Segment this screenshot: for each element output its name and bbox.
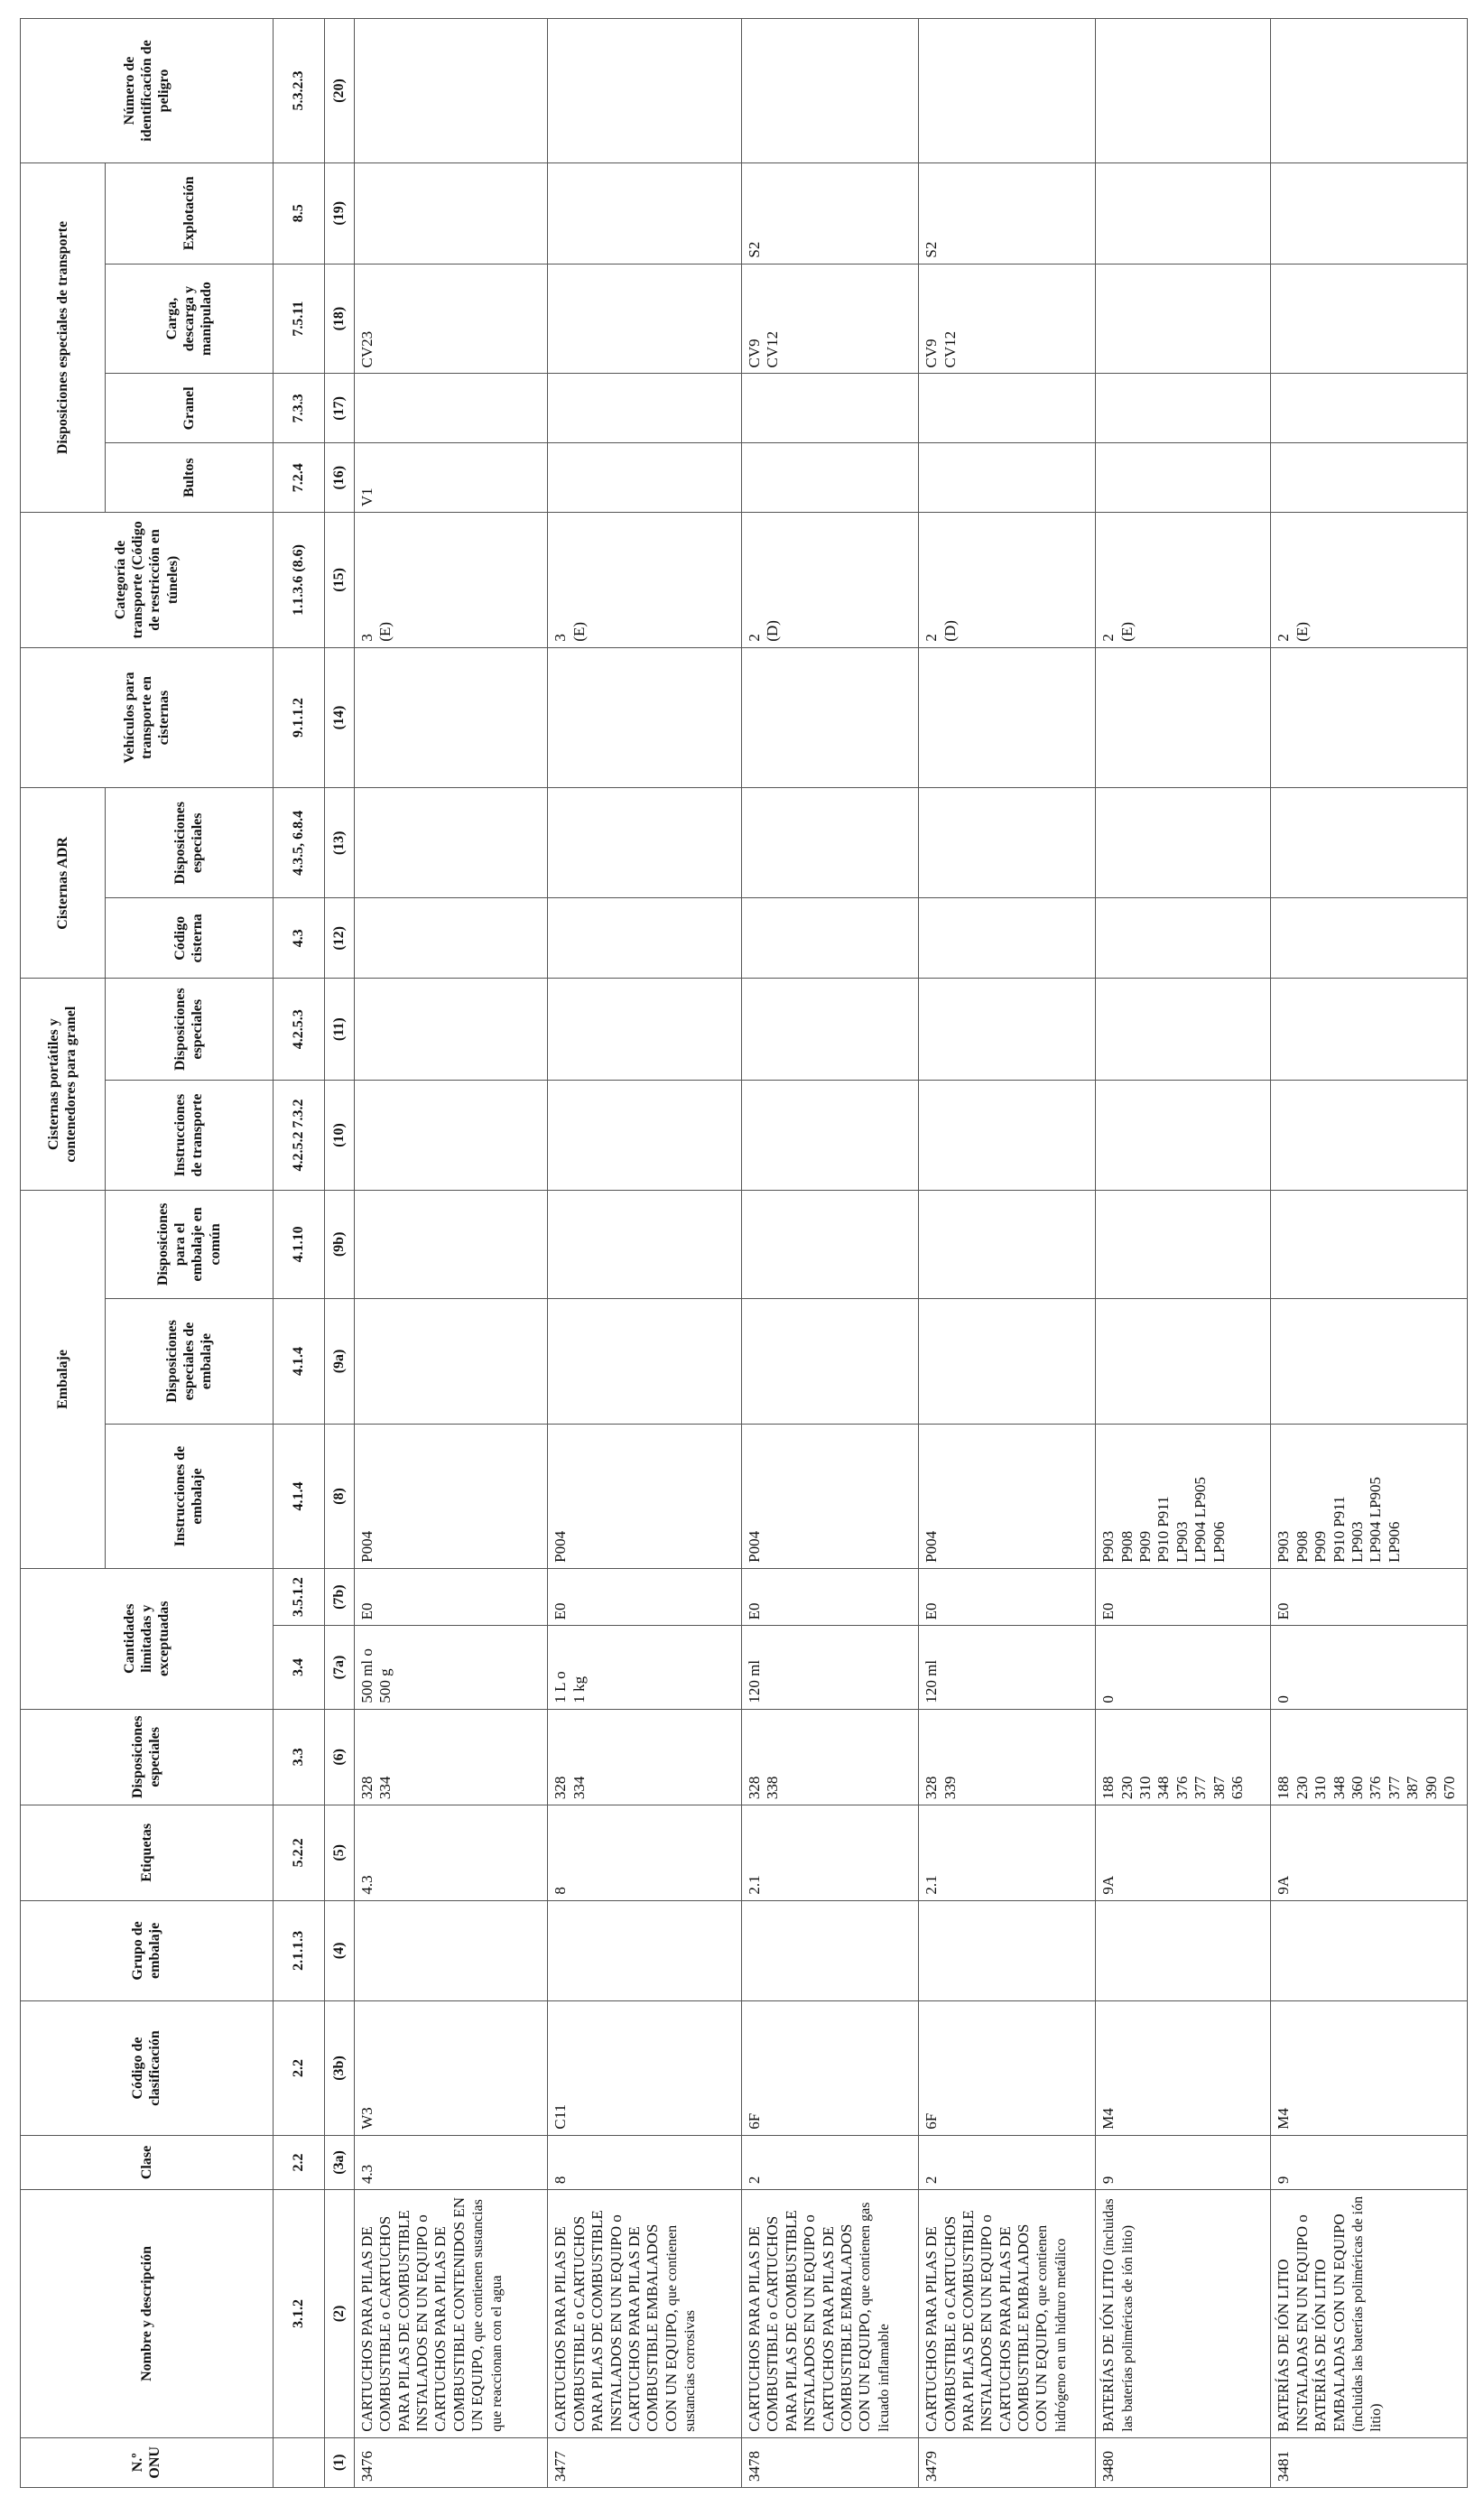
proper-shipping-name: CARTUCHOS PARA PILAS DE COMBUSTIBLE o CARTUCHOS PARA PILAS DE COMBUSTIBLE INSTALADOS EN UN EQUIPO o CARTUCHOS PARA PILAS DE COMBUSTIBLE CONTENIDOS EN UN EQUIPO,	[357, 2196, 487, 2432]
special-provisions-cell: 328 338	[741, 1709, 918, 1805]
special-packing-provisions-cell	[354, 1298, 548, 1424]
header-group-adr-tanks: Cisternas ADR	[21, 788, 106, 979]
ref-cell: 7.3.3	[273, 374, 324, 443]
classification-code-cell: 6F	[741, 2001, 918, 2136]
dangerous-goods-table	[20, 18, 1468, 2488]
un-number-cell: 3478	[741, 2437, 918, 2487]
limited-quantity-cell: 0	[1271, 1626, 1468, 1709]
excepted-quantity-cell: E0	[741, 1568, 918, 1626]
packages-cell: V1	[354, 443, 548, 513]
bulk-cell	[919, 374, 1096, 443]
portable-tank-provisions-cell	[354, 979, 548, 1081]
rotated-table-wrapper	[20, 18, 1468, 2488]
portable-tank-provisions-cell	[548, 979, 742, 1081]
ref-cell: 3.3	[273, 1709, 324, 1805]
special-provisions-cell: 328 339	[919, 1709, 1096, 1805]
header-transport-instructions: Instrucciones de transporte	[105, 1081, 273, 1191]
loading-cell: CV9 CV12	[741, 264, 918, 374]
col-number-cell: (6)	[325, 1709, 355, 1805]
col-number-cell: (20)	[325, 19, 355, 163]
un-number-cell: 3477	[548, 2437, 742, 2487]
tank-vehicle-cell	[354, 647, 548, 788]
transport-instructions-cell	[354, 1081, 548, 1191]
tank-vehicle-cell	[919, 647, 1096, 788]
header-group-transport-provisions: Disposiciones especiales de transporte	[21, 162, 106, 512]
col-number-cell: (3a)	[325, 2135, 355, 2189]
operation-cell: S2	[741, 162, 918, 264]
mixed-packing-cell	[919, 1190, 1096, 1298]
loading-cell	[548, 264, 742, 374]
bulk-cell	[1096, 374, 1271, 443]
transport-category-cell: 2 (D)	[741, 513, 918, 648]
header-tank-code: Código cisterna	[105, 898, 273, 979]
limited-quantity-cell: 500 ml o 500 g	[354, 1626, 548, 1709]
classification-code-cell: W3	[354, 2001, 548, 2136]
class-cell: 9	[1271, 2135, 1468, 2189]
special-provisions-cell: 188 230 310 348 376 377 387 636	[1096, 1709, 1271, 1805]
transport-instructions-cell	[548, 1081, 742, 1191]
limited-quantity-cell: 120 ml	[919, 1626, 1096, 1709]
class-cell: 4.3	[354, 2135, 548, 2189]
col-number-cell: (11)	[325, 979, 355, 1081]
bulk-cell	[354, 374, 548, 443]
mixed-packing-cell	[354, 1190, 548, 1298]
special-packing-provisions-cell	[919, 1298, 1096, 1424]
tank-code-cell	[548, 898, 742, 979]
transport-instructions-cell	[1096, 1081, 1271, 1191]
packing-group-cell	[919, 1900, 1096, 2001]
ref-cell: 5.2.2	[273, 1805, 324, 1901]
labels-cell: 2.1	[741, 1805, 918, 1901]
ref-cell: 4.2.5.3	[273, 979, 324, 1081]
mixed-packing-cell	[741, 1190, 918, 1298]
class-cell: 8	[548, 2135, 742, 2189]
col-number-cell: (18)	[325, 264, 355, 374]
col-number-cell: (14)	[325, 647, 355, 788]
tank-special-provisions-cell	[1096, 788, 1271, 898]
col-number-cell: (7b)	[325, 1568, 355, 1626]
header-class: Clase	[21, 2135, 274, 2189]
ref-cell: 4.1.4	[273, 1298, 324, 1424]
header-operation: Explotación	[105, 162, 273, 264]
proper-shipping-name: CARTUCHOS PARA PILAS DE COMBUSTIBLE o CARTUCHOS PARA PILAS DE COMBUSTIBLE INSTALADOS EN UN EQUIPO o CARTUCHOS PARA PILAS DE COMBUSTIBLE EMBALADOS CON UN EQUIPO,	[923, 2210, 1051, 2432]
table-row	[548, 19, 742, 2488]
hazard-id-cell	[919, 19, 1096, 163]
special-packing-provisions-cell	[548, 1298, 742, 1424]
name-qualifier: (incluidas las baterías poliméricas de ión litio)	[1350, 2195, 1385, 2432]
hazard-id-cell	[1096, 19, 1271, 163]
excepted-quantity-cell: E0	[548, 1568, 742, 1626]
ref-cell: 8.5	[273, 162, 324, 264]
tank-code-cell	[354, 898, 548, 979]
packing-instructions-cell: P004	[548, 1425, 742, 1569]
classification-code-cell: 6F	[919, 2001, 1096, 2136]
class-cell: 9	[1096, 2135, 1271, 2189]
name-qualifier: que contienen sustancias corrosivas	[663, 2224, 699, 2432]
packing-instructions-cell: P004	[919, 1425, 1096, 1569]
limited-quantity-cell: 0	[1096, 1626, 1271, 1709]
name-description-cell	[741, 2190, 918, 2438]
ref-cell: 2.1.1.3	[273, 1900, 324, 2001]
operation-cell	[1096, 162, 1271, 264]
ref-cell: 3.4	[273, 1626, 324, 1709]
packages-cell	[741, 443, 918, 513]
ref-cell	[273, 2437, 324, 2487]
excepted-quantity-cell: E0	[919, 1568, 1096, 1626]
excepted-quantity-cell: E0	[354, 1568, 548, 1626]
labels-cell: 9A	[1271, 1805, 1468, 1901]
transport-category-cell: 2 (D)	[919, 513, 1096, 648]
portable-tank-provisions-cell	[1096, 979, 1271, 1081]
transport-instructions-cell	[1271, 1081, 1468, 1191]
proper-shipping-name: CARTUCHOS PARA PILAS DE COMBUSTIBLE o CARTUCHOS PARA PILAS DE COMBUSTIBLE INSTALADOS EN UN EQUIPO o CARTUCHOS PARA PILAS DE COMBUSTIBLE EMBALADOS CON UN EQUIPO,	[745, 2210, 874, 2432]
col-number-cell: (13)	[325, 788, 355, 898]
bulk-cell	[741, 374, 918, 443]
col-number-cell: (2)	[325, 2190, 355, 2438]
header-packing-instructions: Instrucciones de embalaje	[105, 1425, 273, 1569]
transport-instructions-cell	[919, 1081, 1096, 1191]
ref-cell: 4.2.5.2 7.3.2	[273, 1081, 324, 1191]
header-special-packing-provisions: Disposiciones especiales de embalaje	[105, 1298, 273, 1424]
packing-group-cell	[548, 1900, 742, 2001]
tank-special-provisions-cell	[1271, 788, 1468, 898]
packing-instructions-cell: P004	[741, 1425, 918, 1569]
col-number-cell: (7a)	[325, 1626, 355, 1709]
table-row	[1096, 19, 1271, 2488]
class-cell: 2	[919, 2135, 1096, 2189]
ref-cell: 3.1.2	[273, 2190, 324, 2438]
packages-cell	[1096, 443, 1271, 513]
tank-vehicle-cell	[1271, 647, 1468, 788]
proper-shipping-name: CARTUCHOS PARA PILAS DE COMBUSTIBLE o CARTUCHOS PARA PILAS DE COMBUSTIBLE INSTALADOS EN UN EQUIPO o CARTUCHOS PARA PILAS DE COMBUSTIBLE EMBALADOS CON UN EQUIPO,	[552, 2210, 680, 2432]
loading-cell	[1271, 264, 1468, 374]
header-labels: Etiquetas	[21, 1805, 274, 1901]
transport-category-cell: 3 (E)	[354, 513, 548, 648]
tank-code-cell	[1096, 898, 1271, 979]
packing-group-cell	[1096, 1900, 1271, 2001]
table-row	[354, 19, 548, 2488]
col-number-cell: (5)	[325, 1805, 355, 1901]
excepted-quantity-cell: E0	[1271, 1568, 1468, 1626]
classification-code-cell: C11	[548, 2001, 742, 2136]
header-portable-tank-special-provisions: Disposiciones especiales	[105, 979, 273, 1081]
proper-shipping-name: BATERÍAS DE IÓN LITIO	[1099, 2259, 1118, 2432]
header-mixed-packing-provisions: Disposiciones para el embalaje en común	[105, 1190, 273, 1298]
class-cell: 2	[741, 2135, 918, 2189]
col-number-cell: (9a)	[325, 1298, 355, 1424]
header-tank-special-provisions: Disposiciones especiales	[105, 788, 273, 898]
special-packing-provisions-cell	[741, 1298, 918, 1424]
labels-cell: 8	[548, 1805, 742, 1901]
packing-group-cell	[1271, 1900, 1468, 2001]
tank-code-cell	[1271, 898, 1468, 979]
limited-quantity-cell: 120 ml	[741, 1626, 918, 1709]
col-number-cell: (9b)	[325, 1190, 355, 1298]
header-group-portable-tanks: Cisternas portátiles y contenedores para granel	[21, 979, 106, 1191]
tank-code-cell	[741, 898, 918, 979]
col-number-cell: (19)	[325, 162, 355, 264]
limited-quantity-cell: 1 L o 1 kg	[548, 1626, 742, 1709]
name-description-cell	[1271, 2190, 1468, 2438]
labels-cell: 2.1	[919, 1805, 1096, 1901]
ref-cell: 4.1.10	[273, 1190, 324, 1298]
tank-special-provisions-cell	[548, 788, 742, 898]
header-packing-group: Grupo de embalaje	[21, 1900, 274, 2001]
reference-row	[273, 19, 324, 2488]
ref-cell: 1.1.3.6 (8.6)	[273, 513, 324, 648]
name-qualifier: (incluidas las baterías poliméricas de ión litio)	[1101, 2198, 1136, 2432]
portable-tank-provisions-cell	[741, 979, 918, 1081]
tank-special-provisions-cell	[354, 788, 548, 898]
packages-cell	[1271, 443, 1468, 513]
transport-category-cell: 2 (E)	[1096, 513, 1271, 648]
col-number-cell: (12)	[325, 898, 355, 979]
col-number-cell: (4)	[325, 1900, 355, 2001]
hazard-id-cell	[548, 19, 742, 163]
ref-cell: 3.5.1.2	[273, 1568, 324, 1626]
classification-code-cell: M4	[1096, 2001, 1271, 2136]
bulk-cell	[548, 374, 742, 443]
packing-instructions-cell: P903 P908 P909 P910 P911 LP903 LP904 LP905 LP906	[1096, 1425, 1271, 1569]
mixed-packing-cell	[1096, 1190, 1271, 1298]
packages-cell	[919, 443, 1096, 513]
name-description-cell	[548, 2190, 742, 2438]
ref-cell: 9.1.1.2	[273, 647, 324, 788]
header-un-number: N.º ONU	[21, 2437, 274, 2487]
packing-instructions-cell: P903 P908 P909 P910 P911 LP903 LP904 LP905 LP906	[1271, 1425, 1468, 1569]
un-number-cell: 3476	[354, 2437, 548, 2487]
special-provisions-cell: 188 230 310 348 360 376 377 387 390 670	[1271, 1709, 1468, 1805]
name-qualifier: que contienen gas licuado inflamable	[858, 2202, 892, 2432]
packing-group-cell	[354, 1900, 548, 2001]
classification-code-cell: M4	[1271, 2001, 1468, 2136]
header-hazard-id-number: Número de identificación de peligro	[21, 19, 274, 163]
operation-cell: S2	[919, 162, 1096, 264]
col-number-cell: (15)	[325, 513, 355, 648]
ref-cell: 7.2.4	[273, 443, 324, 513]
name-qualifier: que contienen hidrógeno en un hidruro metálico	[1034, 2224, 1069, 2432]
un-number-cell: 3480	[1096, 2437, 1271, 2487]
header-transport-category: Categoría de transporte (Código de restricción en túneles)	[21, 513, 274, 648]
col-number-cell: (1)	[325, 2437, 355, 2487]
ref-cell: 7.5.11	[273, 264, 324, 374]
special-provisions-cell: 328 334	[548, 1709, 742, 1805]
un-number-cell: 3481	[1271, 2437, 1468, 2487]
un-number-cell: 3479	[919, 2437, 1096, 2487]
tank-special-provisions-cell	[741, 788, 918, 898]
packing-instructions-cell: P004	[354, 1425, 548, 1569]
bulk-cell	[1271, 374, 1468, 443]
ref-cell: 4.3.5, 6.8.4	[273, 788, 324, 898]
labels-cell: 4.3	[354, 1805, 548, 1901]
tank-special-provisions-cell	[919, 788, 1096, 898]
ref-cell: 5.3.2.3	[273, 19, 324, 163]
mixed-packing-cell	[1271, 1190, 1468, 1298]
portable-tank-provisions-cell	[919, 979, 1096, 1081]
name-qualifier: que contienen sustancias que reaccionan con el agua	[470, 2199, 505, 2432]
operation-cell	[548, 162, 742, 264]
header-packages: Bultos	[105, 443, 273, 513]
ref-cell: 4.1.4	[273, 1425, 324, 1569]
name-description-cell	[919, 2190, 1096, 2438]
header-limited-excepted-quantities: Cantidades limitadas y exceptuadas	[21, 1568, 274, 1709]
header-group-packaging: Embalaje	[21, 1190, 106, 1568]
hazard-id-cell	[1271, 19, 1468, 163]
header-classification-code: Código de clasificación	[21, 2001, 274, 2136]
header-loading-unloading: Carga, descarga y manipulado	[105, 264, 273, 374]
excepted-quantity-cell: E0	[1096, 1568, 1271, 1626]
table-row	[919, 19, 1096, 2488]
table-row	[1271, 19, 1468, 2488]
header-row-1	[21, 19, 106, 2488]
special-packing-provisions-cell	[1271, 1298, 1468, 1424]
col-number-cell: (3b)	[325, 2001, 355, 2136]
special-packing-provisions-cell	[1096, 1298, 1271, 1424]
packing-group-cell	[741, 1900, 918, 2001]
transport-category-cell: 3 (E)	[548, 513, 742, 648]
loading-cell	[1096, 264, 1271, 374]
col-number-cell: (17)	[325, 374, 355, 443]
ref-cell: 2.2	[273, 2001, 324, 2136]
col-number-cell: (8)	[325, 1425, 355, 1569]
col-number-cell: (16)	[325, 443, 355, 513]
special-provisions-cell: 328 334	[354, 1709, 548, 1805]
portable-tank-provisions-cell	[1271, 979, 1468, 1081]
ref-cell: 2.2	[273, 2135, 324, 2189]
col-number-cell: (10)	[325, 1081, 355, 1191]
header-name-description: Nombre y descripción	[21, 2190, 274, 2438]
header-tank-vehicles: Vehículos para transporte en cisternas	[21, 647, 274, 788]
tank-code-cell	[919, 898, 1096, 979]
name-description-cell	[1096, 2190, 1271, 2438]
proper-shipping-name: BATERÍAS DE IÓN LITIO INSTALADAS EN UN EQUIPO o BATERÍAS DE IÓN LITIO EMBALADAS CON UN EQUIPO	[1275, 2214, 1348, 2432]
table-row	[741, 19, 918, 2488]
header-special-provisions: Disposiciones especiales	[21, 1709, 274, 1805]
operation-cell	[1271, 162, 1468, 264]
column-number-row	[325, 19, 355, 2488]
transport-category-cell: 2 (E)	[1271, 513, 1468, 648]
tank-vehicle-cell	[1096, 647, 1271, 788]
tank-vehicle-cell	[548, 647, 742, 788]
operation-cell	[354, 162, 548, 264]
header-bulk: Granel	[105, 374, 273, 443]
packages-cell	[548, 443, 742, 513]
loading-cell: CV9 CV12	[919, 264, 1096, 374]
tank-vehicle-cell	[741, 647, 918, 788]
hazard-id-cell	[354, 19, 548, 163]
loading-cell: CV23	[354, 264, 548, 374]
mixed-packing-cell	[548, 1190, 742, 1298]
ref-cell: 4.3	[273, 898, 324, 979]
transport-instructions-cell	[741, 1081, 918, 1191]
name-description-cell	[354, 2190, 548, 2438]
labels-cell: 9A	[1096, 1805, 1271, 1901]
hazard-id-cell	[741, 19, 918, 163]
